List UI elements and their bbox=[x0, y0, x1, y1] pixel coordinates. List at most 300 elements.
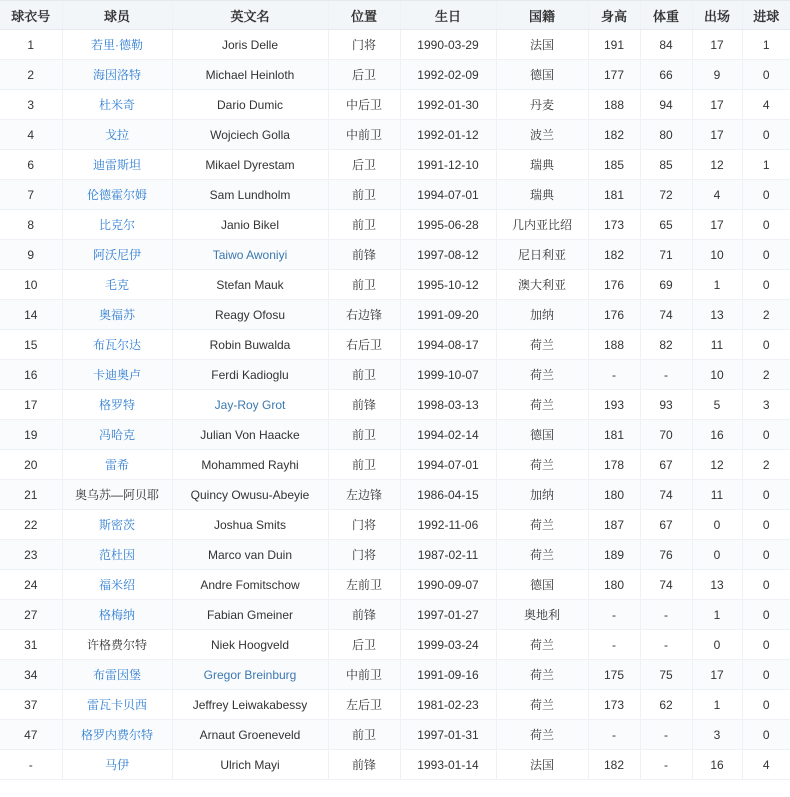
cell-height bbox=[588, 660, 640, 690]
cell-position-text: 左后卫 bbox=[345, 698, 382, 712]
cell-shirt-number bbox=[0, 570, 62, 600]
cell-nationality bbox=[496, 180, 588, 210]
cell-birthday bbox=[400, 270, 496, 300]
cell-goals bbox=[742, 300, 790, 330]
cell-nationality bbox=[496, 690, 588, 720]
cell-goals bbox=[742, 450, 790, 480]
cell-player-name-link[interactable]: 斯密茨 bbox=[98, 518, 135, 532]
cell-player-name bbox=[62, 540, 172, 570]
cell-nationality-text: 德国 bbox=[529, 428, 554, 442]
cell-english-name-text: Joris Delle bbox=[221, 37, 278, 52]
cell-height-text: 193 bbox=[603, 397, 625, 412]
cell-height bbox=[588, 480, 640, 510]
cell-english-name bbox=[172, 750, 328, 780]
cell-shirt-number bbox=[0, 540, 62, 570]
cell-birthday bbox=[400, 240, 496, 270]
cell-birthday-text: 1997-08-12 bbox=[417, 247, 479, 262]
cell-appearances bbox=[692, 240, 742, 270]
cell-player-name-link[interactable]: 格罗内费尔特 bbox=[80, 728, 153, 742]
cell-weight-text: 75 bbox=[659, 667, 673, 682]
cell-nationality bbox=[496, 330, 588, 360]
cell-goals-text: 0 bbox=[762, 67, 770, 82]
table-row bbox=[0, 240, 790, 270]
cell-nationality-text: 奥地利 bbox=[523, 608, 560, 622]
cell-weight-text: 71 bbox=[659, 247, 673, 262]
table-row bbox=[0, 300, 790, 330]
cell-player-name-link[interactable]: 阿沃尼伊 bbox=[92, 248, 141, 262]
cell-shirt-number-text: 6 bbox=[27, 157, 35, 172]
cell-weight bbox=[640, 570, 692, 600]
cell-weight-text: 62 bbox=[659, 697, 673, 712]
cell-birthday bbox=[400, 690, 496, 720]
cell-english-name-text: Fabian Gmeiner bbox=[206, 607, 294, 622]
cell-height bbox=[588, 180, 640, 210]
cell-weight bbox=[640, 420, 692, 450]
cell-appearances-text: 1 bbox=[713, 277, 721, 292]
cell-player-name bbox=[62, 90, 172, 120]
cell-nationality-text: 澳大利亚 bbox=[517, 278, 566, 292]
cell-height-text: 181 bbox=[603, 427, 625, 442]
cell-appearances-text: 1 bbox=[713, 697, 721, 712]
cell-position bbox=[328, 570, 400, 600]
cell-english-name bbox=[172, 660, 328, 690]
cell-shirt-number bbox=[0, 300, 62, 330]
cell-appearances-text: 16 bbox=[710, 427, 724, 442]
cell-player-name bbox=[62, 750, 172, 780]
cell-weight-text: - bbox=[664, 367, 668, 382]
cell-player-name-link[interactable]: 雷希 bbox=[104, 458, 129, 472]
cell-position bbox=[328, 120, 400, 150]
table-row bbox=[0, 180, 790, 210]
cell-shirt-number-text: 47 bbox=[24, 727, 38, 742]
cell-shirt-number bbox=[0, 270, 62, 300]
cell-position bbox=[328, 510, 400, 540]
cell-birthday-text: 1994-07-01 bbox=[417, 187, 479, 202]
cell-player-name-link[interactable]: 奥福苏 bbox=[98, 308, 135, 322]
cell-shirt-number-text: 23 bbox=[24, 547, 38, 562]
cell-birthday bbox=[400, 60, 496, 90]
cell-player-name bbox=[62, 210, 172, 240]
cell-position-text: 门将 bbox=[351, 38, 376, 52]
cell-player-name-link[interactable]: 比克尔 bbox=[98, 218, 135, 232]
cell-height-text: 188 bbox=[603, 97, 625, 112]
cell-height bbox=[588, 570, 640, 600]
cell-height bbox=[588, 450, 640, 480]
cell-goals-text: 0 bbox=[762, 517, 770, 532]
cell-birthday bbox=[400, 570, 496, 600]
cell-goals-text: 0 bbox=[762, 127, 770, 142]
table-row bbox=[0, 30, 790, 60]
cell-weight bbox=[640, 540, 692, 570]
cell-weight-text: 67 bbox=[659, 517, 673, 532]
cell-shirt-number bbox=[0, 90, 62, 120]
cell-appearances bbox=[692, 750, 742, 780]
cell-player-name-link[interactable]: 毛克 bbox=[104, 278, 129, 292]
cell-birthday-text: 1994-07-01 bbox=[417, 457, 479, 472]
cell-height-text: - bbox=[612, 637, 616, 652]
cell-appearances bbox=[692, 510, 742, 540]
cell-birthday-text: 1997-01-31 bbox=[417, 727, 479, 742]
cell-position bbox=[328, 360, 400, 390]
cell-player-name bbox=[62, 690, 172, 720]
cell-weight bbox=[640, 750, 692, 780]
cell-position-text: 后卫 bbox=[351, 638, 376, 652]
cell-appearances-text: 11 bbox=[710, 337, 724, 352]
cell-height bbox=[588, 720, 640, 750]
cell-birthday-text: 1999-03-24 bbox=[417, 637, 479, 652]
cell-appearances-text: 4 bbox=[713, 187, 721, 202]
cell-position bbox=[328, 720, 400, 750]
cell-player-name bbox=[62, 60, 172, 90]
cell-height bbox=[588, 150, 640, 180]
cell-goals bbox=[742, 330, 790, 360]
cell-appearances bbox=[692, 600, 742, 630]
cell-weight bbox=[640, 30, 692, 60]
cell-english-name bbox=[172, 390, 328, 420]
cell-appearances-text: 10 bbox=[710, 367, 724, 382]
cell-weight bbox=[640, 630, 692, 660]
cell-goals-text: 0 bbox=[762, 547, 770, 562]
cell-shirt-number-text: - bbox=[28, 757, 33, 772]
cell-shirt-number bbox=[0, 690, 62, 720]
cell-appearances bbox=[692, 540, 742, 570]
table-row bbox=[0, 450, 790, 480]
cell-position-text: 门将 bbox=[351, 548, 376, 562]
cell-nationality-text: 法国 bbox=[529, 758, 554, 772]
cell-birthday-text: 1998-03-13 bbox=[417, 397, 479, 412]
cell-appearances-text: 17 bbox=[710, 217, 724, 232]
cell-player-name-link[interactable]: 布雷因堡 bbox=[92, 668, 141, 682]
cell-position bbox=[328, 270, 400, 300]
cell-weight-text: 94 bbox=[659, 97, 673, 112]
cell-nationality bbox=[496, 570, 588, 600]
table-row bbox=[0, 150, 790, 180]
cell-birthday-text: 1992-01-12 bbox=[417, 127, 479, 142]
cell-weight bbox=[640, 60, 692, 90]
cell-nationality-text: 荷兰 bbox=[529, 698, 554, 712]
cell-english-name bbox=[172, 210, 328, 240]
cell-goals bbox=[742, 30, 790, 60]
cell-height bbox=[588, 210, 640, 240]
cell-goals bbox=[742, 690, 790, 720]
cell-position-text: 前卫 bbox=[351, 728, 376, 742]
cell-english-name-text: Arnaut Groeneveld bbox=[199, 727, 301, 742]
cell-english-name-text: Julian Von Haacke bbox=[200, 427, 300, 442]
column-header-appearances: 出场 bbox=[692, 1, 742, 30]
cell-shirt-number bbox=[0, 180, 62, 210]
cell-weight bbox=[640, 720, 692, 750]
cell-position bbox=[328, 390, 400, 420]
cell-english-name bbox=[172, 330, 328, 360]
cell-nationality-text: 荷兰 bbox=[529, 518, 554, 532]
cell-player-name-link[interactable]: 格梅纳 bbox=[98, 608, 135, 622]
cell-appearances-text: 12 bbox=[710, 457, 724, 472]
cell-shirt-number-text: 37 bbox=[24, 697, 38, 712]
cell-appearances bbox=[692, 150, 742, 180]
header-row bbox=[0, 1, 790, 30]
cell-shirt-number-text: 21 bbox=[24, 487, 38, 502]
cell-nationality bbox=[496, 420, 588, 450]
cell-player-name-link[interactable]: 格罗特 bbox=[98, 398, 135, 412]
cell-nationality-text: 荷兰 bbox=[529, 638, 554, 652]
cell-goals-text: 0 bbox=[762, 187, 770, 202]
cell-goals-text: 0 bbox=[762, 427, 770, 442]
cell-shirt-number bbox=[0, 600, 62, 630]
cell-goals bbox=[742, 210, 790, 240]
cell-english-name-link[interactable]: Jay-Roy Grot bbox=[214, 397, 286, 412]
cell-weight bbox=[640, 210, 692, 240]
cell-height-text: - bbox=[612, 727, 616, 742]
cell-birthday-text: 1994-08-17 bbox=[417, 337, 479, 352]
cell-goals-text: 0 bbox=[762, 637, 770, 652]
cell-position-text: 前锋 bbox=[351, 248, 376, 262]
cell-nationality bbox=[496, 540, 588, 570]
cell-birthday-text: 1999-10-07 bbox=[417, 367, 479, 382]
table-row bbox=[0, 390, 790, 420]
cell-birthday-text: 1992-02-09 bbox=[417, 67, 479, 82]
cell-shirt-number-text: 15 bbox=[24, 337, 38, 352]
cell-goals bbox=[742, 750, 790, 780]
cell-player-name bbox=[62, 180, 172, 210]
cell-player-name-link[interactable]: 戈拉 bbox=[104, 128, 129, 142]
cell-shirt-number bbox=[0, 390, 62, 420]
cell-player-name-link[interactable]: 布瓦尔达 bbox=[92, 338, 141, 352]
table-row bbox=[0, 420, 790, 450]
cell-goals bbox=[742, 90, 790, 120]
cell-nationality bbox=[496, 300, 588, 330]
cell-nationality-text: 波兰 bbox=[529, 128, 554, 142]
cell-english-name bbox=[172, 300, 328, 330]
table-row bbox=[0, 330, 790, 360]
cell-english-name bbox=[172, 480, 328, 510]
cell-weight-text: 74 bbox=[659, 307, 673, 322]
cell-position bbox=[328, 750, 400, 780]
column-header-shirt-number: 球衣号 bbox=[0, 1, 62, 30]
table-row bbox=[0, 60, 790, 90]
cell-appearances bbox=[692, 300, 742, 330]
cell-goals bbox=[742, 600, 790, 630]
cell-position-text: 中前卫 bbox=[345, 668, 382, 682]
cell-nationality bbox=[496, 150, 588, 180]
cell-birthday bbox=[400, 480, 496, 510]
cell-position bbox=[328, 480, 400, 510]
cell-birthday-text: 1994-02-14 bbox=[417, 427, 479, 442]
cell-shirt-number-text: 19 bbox=[24, 427, 38, 442]
column-header-english-name: 英文名 bbox=[172, 1, 328, 30]
cell-goals-text: 0 bbox=[762, 247, 770, 262]
cell-player-name-link[interactable]: 冯哈克 bbox=[98, 428, 135, 442]
cell-nationality bbox=[496, 210, 588, 240]
cell-appearances bbox=[692, 90, 742, 120]
cell-birthday bbox=[400, 600, 496, 630]
cell-player-name bbox=[62, 480, 172, 510]
cell-position bbox=[328, 540, 400, 570]
cell-height bbox=[588, 300, 640, 330]
table-row bbox=[0, 630, 790, 660]
cell-english-name-text: Dario Dumic bbox=[216, 97, 283, 112]
cell-player-name-link[interactable]: 杜米奇 bbox=[98, 98, 135, 112]
cell-nationality bbox=[496, 30, 588, 60]
cell-player-name bbox=[62, 300, 172, 330]
cell-player-name bbox=[62, 270, 172, 300]
cell-english-name bbox=[172, 720, 328, 750]
cell-appearances bbox=[692, 480, 742, 510]
cell-shirt-number-text: 16 bbox=[24, 367, 38, 382]
cell-shirt-number bbox=[0, 60, 62, 90]
cell-position-text: 前锋 bbox=[351, 758, 376, 772]
cell-goals bbox=[742, 120, 790, 150]
cell-nationality-text: 荷兰 bbox=[529, 398, 554, 412]
cell-goals-text: 0 bbox=[762, 217, 770, 232]
cell-weight-text: 70 bbox=[659, 427, 673, 442]
cell-appearances-text: 13 bbox=[710, 307, 724, 322]
cell-weight bbox=[640, 690, 692, 720]
cell-birthday bbox=[400, 180, 496, 210]
cell-appearances bbox=[692, 360, 742, 390]
cell-weight bbox=[640, 510, 692, 540]
cell-player-name bbox=[62, 390, 172, 420]
cell-english-name-text: Robin Buwalda bbox=[209, 337, 291, 352]
cell-shirt-number-text: 4 bbox=[27, 127, 35, 142]
column-header-height: 身高 bbox=[588, 1, 640, 30]
cell-position-text: 前卫 bbox=[351, 278, 376, 292]
cell-english-name-link[interactable]: Taiwo Awoniyi bbox=[212, 247, 288, 262]
cell-appearances bbox=[692, 30, 742, 60]
cell-appearances bbox=[692, 570, 742, 600]
cell-position bbox=[328, 240, 400, 270]
cell-player-name-link[interactable]: 伦德霍尔姆 bbox=[86, 188, 147, 202]
cell-english-name-text: Andre Fomitschow bbox=[200, 577, 300, 592]
cell-height-text: 187 bbox=[603, 517, 625, 532]
cell-shirt-number-text: 9 bbox=[27, 247, 35, 262]
cell-appearances bbox=[692, 60, 742, 90]
cell-weight bbox=[640, 150, 692, 180]
cell-weight bbox=[640, 390, 692, 420]
cell-player-name-link[interactable]: 雷瓦卡贝西 bbox=[86, 698, 147, 712]
cell-birthday bbox=[400, 660, 496, 690]
cell-birthday bbox=[400, 210, 496, 240]
cell-position-text: 后卫 bbox=[351, 158, 376, 172]
cell-player-name-link[interactable]: 福米绍 bbox=[98, 578, 135, 592]
cell-english-name bbox=[172, 540, 328, 570]
table-body bbox=[0, 30, 790, 780]
cell-appearances bbox=[692, 390, 742, 420]
cell-player-name-link[interactable]: 马伊 bbox=[104, 758, 129, 772]
cell-height-text: - bbox=[612, 367, 616, 382]
cell-player-name-link[interactable]: 海因洛特 bbox=[92, 68, 141, 82]
cell-english-name bbox=[172, 270, 328, 300]
cell-player-name bbox=[62, 360, 172, 390]
cell-english-name-text: Niek Hoogveld bbox=[210, 637, 290, 652]
cell-player-name-link[interactable]: 卡迪奥卢 bbox=[92, 368, 141, 382]
cell-position-text: 后卫 bbox=[351, 68, 376, 82]
cell-appearances bbox=[692, 120, 742, 150]
cell-shirt-number-text: 8 bbox=[27, 217, 35, 232]
cell-position bbox=[328, 30, 400, 60]
cell-player-name bbox=[62, 30, 172, 60]
cell-appearances-text: 17 bbox=[710, 97, 724, 112]
cell-appearances-text: 5 bbox=[713, 397, 721, 412]
cell-player-name bbox=[62, 510, 172, 540]
cell-appearances-text: 17 bbox=[710, 667, 724, 682]
cell-english-name bbox=[172, 360, 328, 390]
cell-player-name-link[interactable]: 若里·德勒 bbox=[91, 38, 143, 52]
cell-position-text: 前卫 bbox=[351, 368, 376, 382]
cell-birthday-text: 1995-06-28 bbox=[417, 217, 479, 232]
cell-nationality-text: 加纳 bbox=[529, 308, 554, 322]
cell-weight bbox=[640, 480, 692, 510]
cell-weight-text: - bbox=[664, 607, 668, 622]
cell-position-text: 前卫 bbox=[351, 188, 376, 202]
cell-weight-text: 85 bbox=[659, 157, 673, 172]
cell-player-name bbox=[62, 120, 172, 150]
cell-nationality-text: 瑞典 bbox=[529, 158, 554, 172]
cell-weight bbox=[640, 270, 692, 300]
cell-weight bbox=[640, 90, 692, 120]
cell-nationality bbox=[496, 510, 588, 540]
cell-english-name-text: Stefan Mauk bbox=[216, 277, 284, 292]
cell-weight-text: 80 bbox=[659, 127, 673, 142]
cell-player-name-link[interactable]: 范杜因 bbox=[98, 548, 135, 562]
cell-nationality bbox=[496, 480, 588, 510]
cell-nationality-text: 丹麦 bbox=[529, 98, 554, 112]
column-header-weight: 体重 bbox=[640, 1, 692, 30]
cell-goals-text: 1 bbox=[762, 37, 770, 52]
cell-weight-text: 67 bbox=[659, 457, 673, 472]
cell-appearances-text: 13 bbox=[710, 577, 724, 592]
cell-position bbox=[328, 330, 400, 360]
cell-english-name-link[interactable]: Gregor Breinburg bbox=[203, 667, 297, 682]
cell-appearances-text: 10 bbox=[710, 247, 724, 262]
cell-position bbox=[328, 150, 400, 180]
table-row bbox=[0, 270, 790, 300]
cell-nationality bbox=[496, 750, 588, 780]
cell-nationality-text: 荷兰 bbox=[529, 458, 554, 472]
cell-height-text: 173 bbox=[603, 697, 625, 712]
cell-player-name-link[interactable]: 迪雷斯坦 bbox=[92, 158, 141, 172]
cell-goals bbox=[742, 180, 790, 210]
cell-height bbox=[588, 360, 640, 390]
cell-appearances-text: 16 bbox=[710, 757, 724, 772]
cell-birthday-text: 1995-10-12 bbox=[417, 277, 479, 292]
cell-height-text: 182 bbox=[603, 127, 625, 142]
cell-goals bbox=[742, 510, 790, 540]
cell-weight bbox=[640, 180, 692, 210]
cell-english-name-text: Reagy Ofosu bbox=[214, 307, 286, 322]
cell-height bbox=[588, 90, 640, 120]
cell-height-text: 175 bbox=[603, 667, 625, 682]
cell-weight bbox=[640, 300, 692, 330]
cell-weight bbox=[640, 120, 692, 150]
cell-english-name bbox=[172, 150, 328, 180]
cell-weight-text: 74 bbox=[659, 487, 673, 502]
cell-player-name-text: 许格费尔特 bbox=[86, 638, 147, 652]
cell-player-name bbox=[62, 720, 172, 750]
cell-height bbox=[588, 510, 640, 540]
cell-weight-text: 72 bbox=[659, 187, 673, 202]
table-row bbox=[0, 540, 790, 570]
cell-goals-text: 0 bbox=[762, 727, 770, 742]
cell-goals bbox=[742, 570, 790, 600]
cell-weight-text: 82 bbox=[659, 337, 673, 352]
cell-appearances-text: 0 bbox=[713, 637, 721, 652]
cell-nationality bbox=[496, 360, 588, 390]
cell-height bbox=[588, 420, 640, 450]
cell-appearances-text: 0 bbox=[713, 517, 721, 532]
cell-goals bbox=[742, 150, 790, 180]
cell-nationality-text: 荷兰 bbox=[529, 728, 554, 742]
cell-shirt-number-text: 27 bbox=[24, 607, 38, 622]
